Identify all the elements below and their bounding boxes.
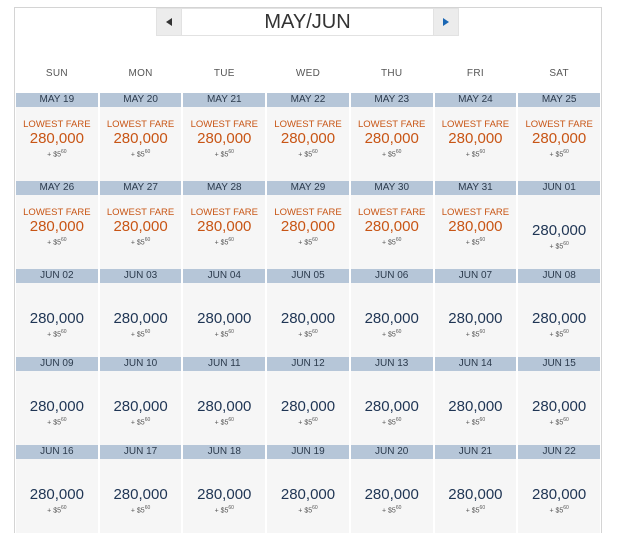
fare-fee (267, 237, 349, 246)
day-cell[interactable] (434, 357, 518, 445)
day-cell[interactable] (517, 269, 601, 357)
weekday-wed: WED (295, 68, 321, 79)
fare-points: 280,000 (113, 398, 168, 415)
fee-dollars: + $5 (465, 507, 480, 515)
fee-cents: 60 (395, 329, 402, 335)
fee-cents: 60 (144, 237, 151, 243)
day-cell[interactable] (182, 445, 266, 533)
day-date: JUN 06 (351, 269, 433, 283)
day-fare (518, 107, 600, 180)
fee-cents: 60 (479, 417, 486, 423)
fare-points: 280,000 (448, 310, 503, 327)
day-fare (435, 371, 517, 444)
fee-dollars: + $5 (47, 239, 61, 247)
fare-points: 280,000 (532, 222, 587, 239)
day-date: JUN 05 (267, 269, 349, 283)
lowest-fare-label: LOWEST FARE (358, 207, 426, 218)
fee-cents: 60 (228, 329, 234, 335)
fee-cents: 60 (312, 237, 318, 243)
fare-fee (435, 505, 517, 514)
fee-dollars: + $5 (47, 507, 61, 515)
fee-dollars: + $5 (214, 151, 229, 159)
lowest-fare-label: LOWEST FARE (441, 207, 510, 218)
fare-fee (435, 237, 517, 246)
lowest-fare-label: LOWEST FARE (23, 207, 91, 218)
fare-fee (16, 149, 98, 158)
day-fare (16, 283, 98, 356)
day-cell[interactable] (182, 269, 266, 357)
fee-cents: 60 (312, 329, 318, 335)
month-title: MAY/JUN (182, 9, 433, 35)
day-cell[interactable] (182, 181, 266, 269)
fare-points: 280,000 (364, 310, 419, 327)
fee-cents: 60 (563, 149, 569, 155)
fee-cents: 60 (228, 417, 234, 423)
day-fare (183, 459, 265, 532)
fare-fee (435, 329, 517, 338)
fee-cents: 60 (563, 505, 569, 511)
day-cell[interactable] (99, 357, 183, 445)
fare-points: 280,000 (448, 218, 503, 235)
day-date: JUN 04 (183, 269, 265, 283)
fare-points: 280,000 (113, 486, 168, 503)
day-cell[interactable] (99, 93, 183, 181)
fare-fee (351, 149, 433, 158)
fee-cents: 60 (144, 505, 151, 511)
day-cell[interactable] (266, 357, 350, 445)
day-date: MAY 26 (16, 181, 98, 195)
lowest-fare-label: LOWEST FARE (106, 119, 175, 130)
fare-points: 280,000 (29, 218, 84, 235)
day-fare (435, 195, 517, 268)
fee-dollars: + $5 (549, 507, 564, 515)
fee-dollars: + $5 (298, 507, 313, 515)
fare-points: 280,000 (280, 486, 336, 503)
day-fare (183, 283, 265, 356)
day-cell[interactable] (15, 357, 99, 445)
fare-points: 280,000 (364, 130, 419, 147)
day-cell[interactable] (350, 269, 434, 357)
fare-fee (267, 505, 349, 514)
fare-points: 280,000 (532, 130, 587, 147)
day-date: JUN 07 (435, 269, 517, 283)
fare-points: 280,000 (197, 218, 252, 235)
fare-fee (100, 237, 182, 246)
fee-dollars: + $5 (130, 419, 145, 427)
weekday-sun: SUN (45, 68, 68, 79)
fee-dollars: + $5 (549, 331, 564, 339)
fare-fee (518, 149, 600, 158)
fare-points: 280,000 (280, 130, 336, 147)
fare-fee (16, 237, 98, 246)
fare-fee (267, 329, 349, 338)
day-fare (100, 371, 182, 444)
day-date: MAY 19 (16, 93, 98, 107)
day-date: MAY 28 (183, 181, 265, 195)
day-cell[interactable] (434, 445, 518, 533)
fare-points: 280,000 (197, 398, 252, 415)
fee-cents: 60 (479, 329, 486, 335)
fare-points: 280,000 (197, 130, 252, 147)
fare-fee (183, 329, 265, 338)
day-cell[interactable] (15, 445, 99, 533)
day-date: JUN 14 (435, 357, 517, 371)
day-fare (183, 371, 265, 444)
fare-points: 280,000 (364, 218, 419, 235)
fee-dollars: + $5 (382, 151, 396, 159)
day-fare (435, 283, 517, 356)
lowest-fare-label: LOWEST FARE (23, 119, 91, 130)
fee-cents: 60 (395, 149, 402, 155)
day-date: JUN 15 (518, 357, 600, 371)
calendar-grid (15, 93, 601, 533)
fare-points: 280,000 (29, 130, 84, 147)
fare-fee (518, 417, 600, 426)
fee-cents: 60 (144, 329, 151, 335)
fee-dollars: + $5 (465, 151, 480, 159)
day-date: MAY 24 (435, 93, 517, 107)
fare-points: 280,000 (448, 130, 503, 147)
day-cell[interactable] (350, 357, 434, 445)
day-cell[interactable] (350, 181, 434, 269)
fare-points: 280,000 (364, 398, 419, 415)
fee-dollars: + $5 (214, 331, 229, 339)
fee-dollars: + $5 (214, 239, 229, 247)
fee-dollars: + $5 (298, 419, 313, 427)
day-cell[interactable] (266, 181, 350, 269)
day-cell[interactable] (517, 445, 601, 533)
fare-fee (351, 329, 433, 338)
day-cell[interactable] (434, 181, 518, 269)
fee-dollars: + $5 (298, 331, 313, 339)
day-cell[interactable] (266, 445, 350, 533)
day-date: JUN 19 (267, 445, 349, 459)
day-cell[interactable] (15, 181, 99, 269)
day-date: MAY 23 (351, 93, 433, 107)
fee-cents: 60 (60, 149, 67, 155)
day-cell[interactable] (99, 269, 183, 357)
fare-fee (518, 241, 600, 250)
day-date: JUN 03 (100, 269, 182, 283)
fee-cents: 60 (395, 237, 402, 243)
fare-points: 280,000 (113, 310, 168, 327)
fee-dollars: + $5 (465, 239, 480, 247)
fare-fee (100, 505, 182, 514)
fee-cents: 60 (563, 329, 569, 335)
day-cell[interactable] (350, 93, 434, 181)
lowest-fare-label: LOWEST FARE (190, 119, 258, 130)
fee-dollars: + $5 (465, 419, 480, 427)
fare-points: 280,000 (29, 310, 84, 327)
chevron-left-icon (166, 18, 172, 26)
day-fare (518, 195, 600, 268)
lowest-fare-label: LOWEST FARE (106, 207, 175, 218)
day-date: MAY 20 (100, 93, 182, 107)
fee-cents: 60 (228, 237, 234, 243)
day-date: MAY 30 (351, 181, 433, 195)
day-cell[interactable] (266, 93, 350, 181)
day-fare (16, 107, 98, 180)
day-cell[interactable] (15, 93, 99, 181)
lowest-fare-label: LOWEST FARE (274, 207, 342, 218)
fare-points: 280,000 (532, 310, 587, 327)
day-fare (351, 107, 433, 180)
day-cell[interactable] (517, 93, 601, 181)
fee-cents: 60 (312, 149, 318, 155)
fare-fee (183, 149, 265, 158)
fee-dollars: + $5 (382, 239, 396, 247)
fee-cents: 60 (479, 149, 486, 155)
fare-points: 280,000 (448, 398, 503, 415)
fee-dollars: + $5 (130, 239, 145, 247)
lowest-fare-label: LOWEST FARE (525, 119, 593, 130)
fee-dollars: + $5 (298, 151, 313, 159)
calendar-week-row (15, 269, 601, 357)
day-cell[interactable] (434, 269, 518, 357)
day-fare (100, 107, 182, 180)
day-fare (435, 459, 517, 532)
fee-dollars: + $5 (130, 507, 145, 515)
day-date: JUN 21 (435, 445, 517, 459)
fare-points: 280,000 (29, 486, 84, 503)
fare-fee (16, 417, 98, 426)
fee-cents: 60 (563, 241, 569, 247)
fare-fee (435, 149, 517, 158)
prev-month-button[interactable] (157, 9, 182, 35)
fee-dollars: + $5 (130, 331, 145, 339)
fare-points: 280,000 (29, 398, 84, 415)
fare-fee (351, 237, 433, 246)
fare-fee (518, 329, 600, 338)
day-date: MAY 25 (518, 93, 600, 107)
day-cell[interactable] (15, 269, 99, 357)
next-month-button[interactable] (433, 9, 458, 35)
day-fare (100, 283, 182, 356)
day-date: JUN 02 (16, 269, 98, 283)
fare-points: 280,000 (364, 486, 419, 503)
fare-fee (100, 417, 182, 426)
fare-fee (183, 237, 265, 246)
day-date: JUN 08 (518, 269, 600, 283)
day-date: JUN 12 (267, 357, 349, 371)
fare-points: 280,000 (448, 486, 503, 503)
fare-fee (351, 505, 433, 514)
day-cell[interactable] (350, 445, 434, 533)
day-cell[interactable] (266, 269, 350, 357)
fee-cents: 60 (479, 237, 486, 243)
calendar-week-row (15, 93, 601, 181)
fee-dollars: + $5 (382, 419, 396, 427)
day-cell[interactable] (517, 181, 601, 269)
day-fare (267, 283, 349, 356)
day-date: JUN 13 (351, 357, 433, 371)
weekday-tue: TUE (213, 68, 235, 79)
day-cell[interactable] (182, 93, 266, 181)
day-date: JUN 11 (183, 357, 265, 371)
day-date: JUN 18 (183, 445, 265, 459)
fee-dollars: + $5 (382, 331, 396, 339)
fee-cents: 60 (479, 505, 486, 511)
lowest-fare-label: LOWEST FARE (274, 119, 342, 130)
day-cell[interactable] (182, 357, 266, 445)
day-fare (351, 371, 433, 444)
fare-fee (183, 505, 265, 514)
fare-fee (267, 149, 349, 158)
weekday-fri: FRI (466, 68, 484, 79)
lowest-fare-label: LOWEST FARE (190, 207, 258, 218)
day-cell[interactable] (99, 445, 183, 533)
weekday-sat: SAT (549, 68, 569, 79)
fee-cents: 60 (312, 417, 318, 423)
day-date: JUN 01 (518, 181, 600, 195)
day-fare (16, 195, 98, 268)
fare-fee (435, 417, 517, 426)
fare-points: 280,000 (532, 486, 587, 503)
fee-dollars: + $5 (214, 419, 229, 427)
fare-points: 280,000 (280, 218, 336, 235)
day-fare (267, 371, 349, 444)
fare-points: 280,000 (197, 486, 252, 503)
day-fare (351, 459, 433, 532)
chevron-right-icon (443, 18, 449, 26)
day-date: JUN 17 (100, 445, 182, 459)
day-fare (267, 459, 349, 532)
day-fare (16, 459, 98, 532)
fee-dollars: + $5 (214, 507, 229, 515)
day-fare (183, 107, 265, 180)
day-date: MAY 21 (183, 93, 265, 107)
day-date: JUN 20 (351, 445, 433, 459)
day-fare (435, 107, 517, 180)
fee-cents: 60 (228, 505, 234, 511)
calendar-week-row (15, 445, 601, 533)
fee-dollars: + $5 (130, 151, 145, 159)
day-fare (518, 371, 600, 444)
fee-dollars: + $5 (549, 419, 564, 427)
fee-cents: 60 (60, 505, 67, 511)
fare-points: 280,000 (113, 218, 168, 235)
day-fare (351, 195, 433, 268)
day-cell[interactable] (434, 93, 518, 181)
lowest-fare-label: LOWEST FARE (358, 119, 426, 130)
day-fare (100, 459, 182, 532)
fee-cents: 60 (60, 417, 67, 423)
fee-dollars: + $5 (549, 151, 564, 159)
month-navigator (156, 8, 459, 36)
fee-cents: 60 (395, 417, 402, 423)
day-date: JUN 16 (16, 445, 98, 459)
day-fare (267, 107, 349, 180)
fee-dollars: + $5 (47, 331, 61, 339)
fee-dollars: + $5 (47, 419, 61, 427)
day-fare (100, 195, 182, 268)
weekday-mon: MON (128, 68, 153, 79)
fare-fee (183, 417, 265, 426)
fare-fee (16, 329, 98, 338)
fare-points: 280,000 (532, 398, 587, 415)
day-fare (518, 459, 600, 532)
fee-dollars: + $5 (47, 151, 61, 159)
fare-fee (351, 417, 433, 426)
day-fare (16, 371, 98, 444)
fare-points: 280,000 (280, 310, 336, 327)
fee-dollars: + $5 (298, 239, 313, 247)
fare-points: 280,000 (197, 310, 252, 327)
day-fare (351, 283, 433, 356)
day-fare (518, 283, 600, 356)
calendar-week-row (15, 357, 601, 445)
fee-cents: 60 (144, 149, 151, 155)
fare-points: 280,000 (113, 130, 168, 147)
day-date: MAY 22 (267, 93, 349, 107)
lowest-fare-label: LOWEST FARE (441, 119, 510, 130)
day-date: JUN 09 (16, 357, 98, 371)
day-date: MAY 27 (100, 181, 182, 195)
day-fare (183, 195, 265, 268)
calendar-week-row (15, 181, 601, 269)
day-cell[interactable] (99, 181, 183, 269)
fee-cents: 60 (60, 329, 67, 335)
fare-fee (16, 505, 98, 514)
day-cell[interactable] (517, 357, 601, 445)
fee-cents: 60 (60, 237, 67, 243)
fee-dollars: + $5 (382, 507, 396, 515)
day-date: JUN 22 (518, 445, 600, 459)
day-date: MAY 31 (435, 181, 517, 195)
fee-dollars: + $5 (549, 243, 564, 251)
fee-cents: 60 (563, 417, 569, 423)
day-date: MAY 29 (267, 181, 349, 195)
fee-cents: 60 (228, 149, 234, 155)
fee-cents: 60 (144, 417, 151, 423)
weekday-thu: THU (380, 68, 403, 79)
day-date: JUN 10 (100, 357, 182, 371)
day-fare (267, 195, 349, 268)
weekday-header (15, 68, 601, 79)
fare-fee (100, 329, 182, 338)
fee-dollars: + $5 (465, 331, 480, 339)
fare-fee (267, 417, 349, 426)
fare-fee (518, 505, 600, 514)
fee-cents: 60 (312, 505, 318, 511)
fee-cents: 60 (395, 505, 402, 511)
fare-fee (100, 149, 182, 158)
fare-points: 280,000 (280, 398, 336, 415)
